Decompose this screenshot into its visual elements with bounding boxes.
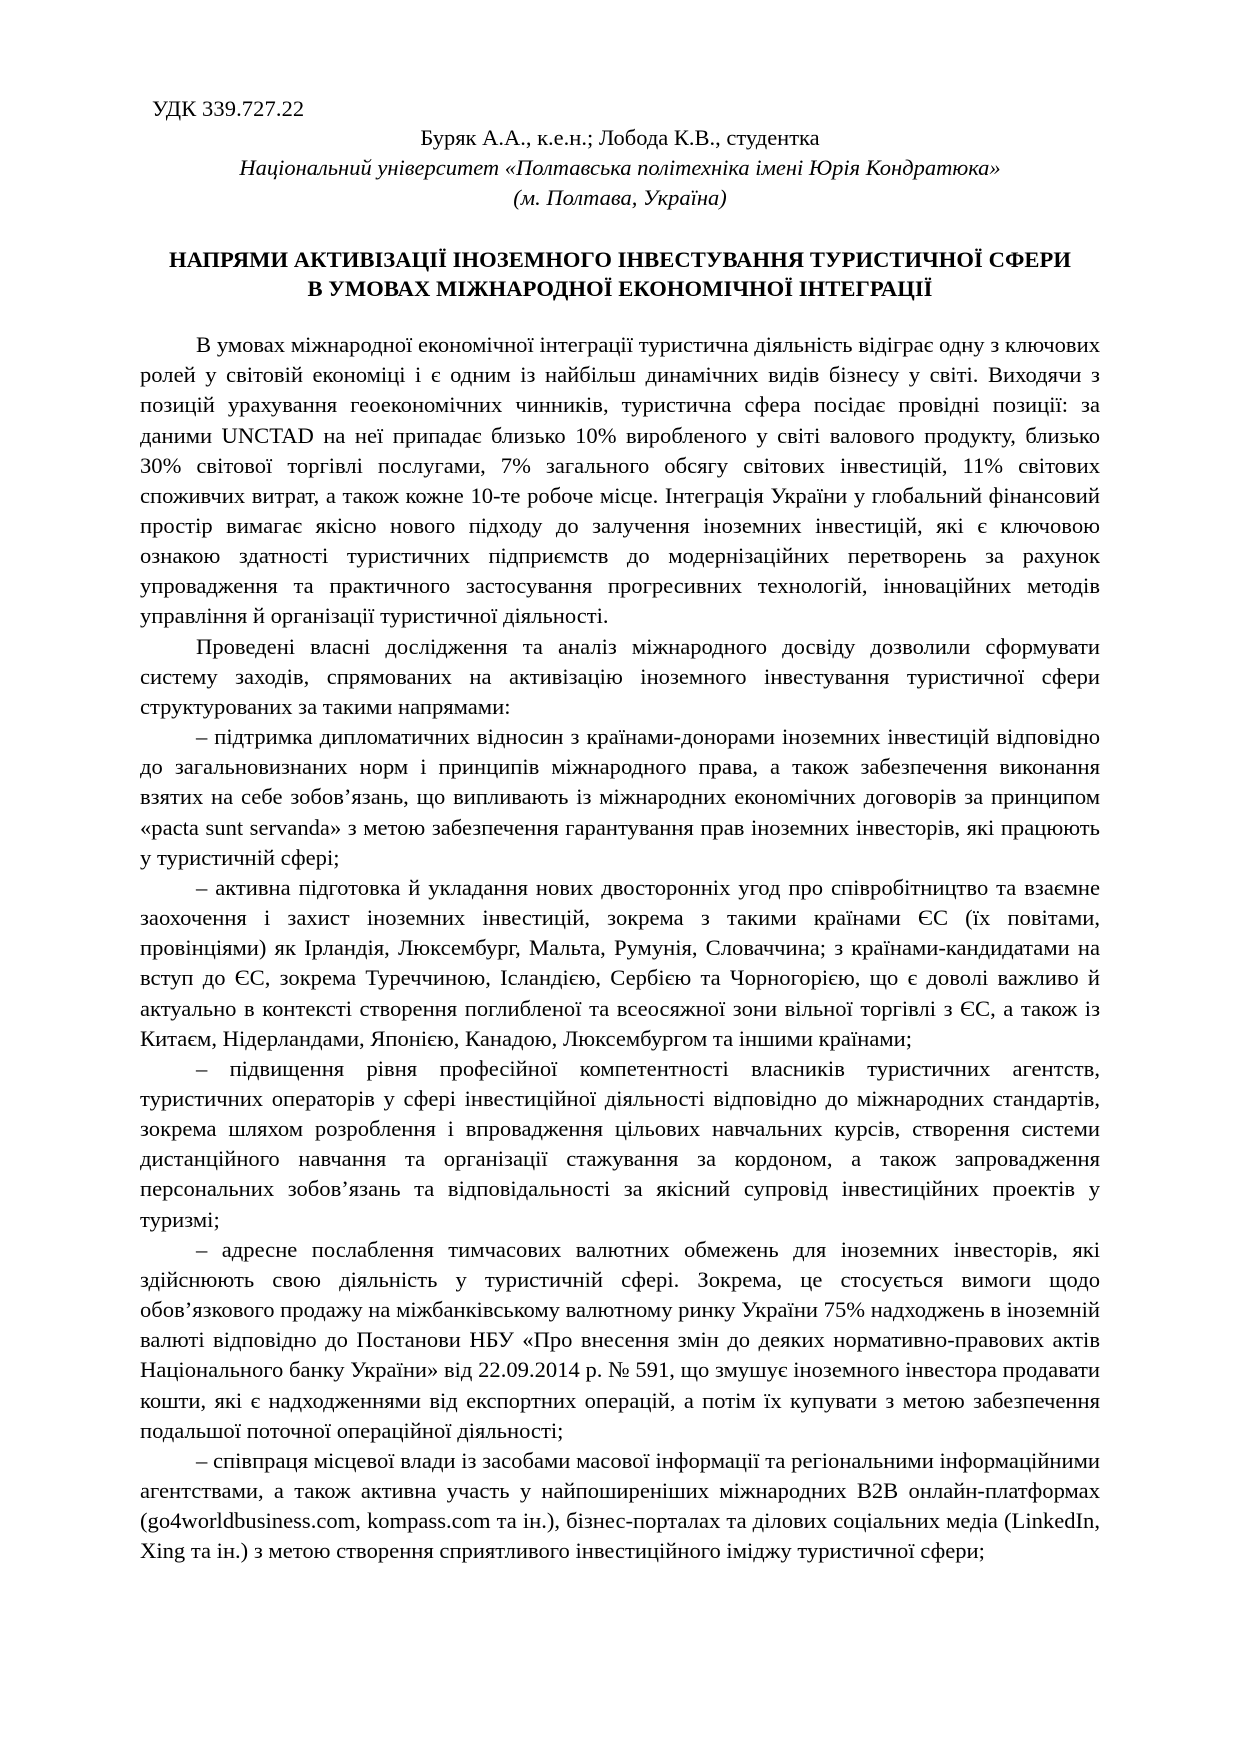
bullet-media-cooperation: – співпраця місцевої влади із засобами масової інформації та регіональними інформаційними агентствами, а також активна участь у найпоширеніших міжнародних B2B онлайн-платформах (go4worldbusiness.com, kompass.com та ін.), бізнес-порталах та ділових соціальних медіа (LinkedIn, Xing та ін.) з метою створення сприятливого інвестиційного іміджу туристичної сфери;: [140, 1447, 1100, 1564]
author-line: Буряк А.А., к.е.н.; Лобода К.В., студентка: [420, 125, 820, 151]
city-line: (м. Полтава, Україна): [513, 184, 727, 210]
bullet-professional-competence: – підвищення рівня професійної компетентності власників туристичних агентств, туристичних операторів у сфері інвестиційної діяльності відповідно до міжнародних стандартів, зокрема шляхом розроблення і впровадження цільових навчальних курсів, створення системи дистанційного навчання та організації стажування за кордоном, а також запровадження персональних зобов’язань та відповідальності за якісний супровід інвестиційних проектів у туризмі;: [140, 1055, 1100, 1232]
udk-code: УДК 339.727.22: [152, 96, 305, 121]
bullet-currency-restrictions: – адресне послаблення тимчасових валютних обмежень для іноземних інвесторів, які здійснюють свою діяльність у туристичній сфері. Зокрема, це стосується вимоги щодо обов’язкового продажу на міжбанківському валютному ринку України 75% надходжень в іноземній валюті відповідно до Постанови НБУ «Про внесення змін до деяких нормативно-правових актів Національного банку України» від 22.09.2014 р. № 591, що змушує іноземного інвестора продавати кошти, які є надходженнями від експортних операцій, а потім їх купувати з метою забезпечення подальшої поточної операційної діяльності;: [140, 1236, 1100, 1443]
paragraph-methods: Проведені власні дослідження та аналіз міжнародного досвіду дозволили сформувати систему заходів, спрямованих на активізацію іноземного інвестування туристичної сфери структурованих за такими напрямами:: [140, 633, 1100, 719]
page-title: НАПРЯМИ АКТИВІЗАЦІЇ ІНОЗЕМНОГО ІНВЕСТУВАННЯ ТУРИСТИЧНОЇ СФЕРИ В УМОВАХ МІЖНАРОДНОЇ ЕКОНОМІЧНОЇ ІНТЕГРАЦІЇ: [168, 247, 1072, 302]
bullet-bilateral-agreements: – активна підготовка й укладання нових двосторонніх угод про співробітництво та взаємне заохочення і захист іноземних інвестицій, зокрема з такими країнами ЄС (їх повітами, провінціями) як Ірландія, Люксембург, Мальта, Румунія, Словаччина; з країнами-кандидатами на вступ до ЄС, зокрема Туреччиною, Ісландією, Сербією та Чорногорією, що є доволі важливо й актуально в контексті створення поглибленої та всеосяжної зони вільної торгівлі з ЄС, а також із Китаєм, Нідерландами, Японією, Канадою, Люксембургом та іншими країнами;: [140, 874, 1100, 1051]
paragraph-intro: В умовах міжнародної економічної інтеграції туристична діяльність відіграє одну з ключових ролей у світовій економіці і є одним із найбільш динамічних видів бізнесу у світі. Виходячи з позицій урахування геоекономічних чинників, туристична сфера посідає провідні позиції: за даними UNCTAD на неї припадає близько 10% виробленого у світі валового продукту, близько 30% світової торгівлі послугами, 7% загального обсягу світових інвестицій, 11% світових споживчих витрат, а також кожне 10-те робоче місце. Інтеграція України у глобальний фінансовий простір вимагає якісно нового підходу до залучення іноземних інвестицій, які є ключовою ознакою здатності туристичних підприємств до модернізаційних перетворень за рахунок упровадження та практичного застосування прогресивних технологій, інноваційних методів управління й організації туристичної діяльності.: [140, 332, 1100, 629]
affiliation-line: Національний університет «Полтавська політехніка імені Юрія Кондратюка»: [239, 154, 1001, 180]
bullet-diplomatic-relations: – підтримка дипломатичних відносин з країнами-донорами іноземних інвестицій відповідно до загальновизнаних норм і принципів міжнародного права, а також забезпечення виконання взятих на себе зобов’язань, що випливають із міжнародних економічних договорів за принципом «pacta sunt servanda» з метою забезпечення гарантування прав іноземних інвесторів, які працюють у туристичній сфері;: [140, 724, 1100, 870]
